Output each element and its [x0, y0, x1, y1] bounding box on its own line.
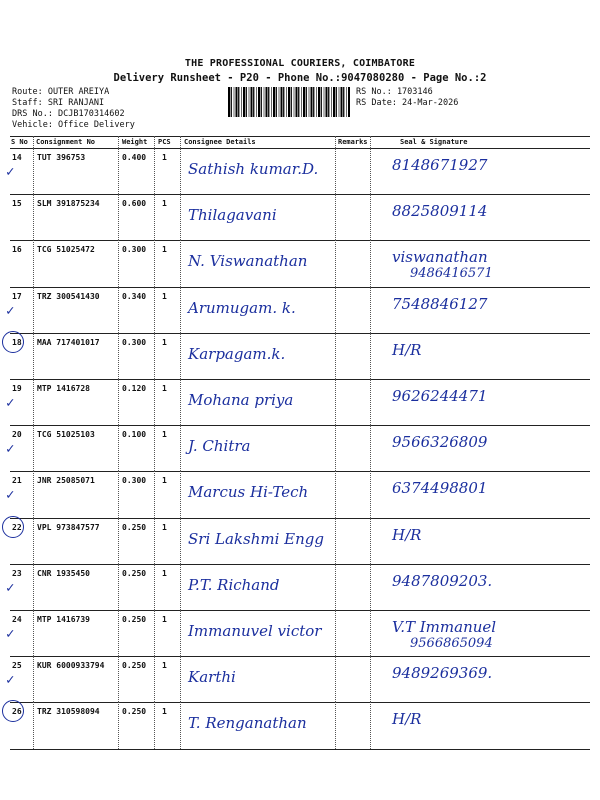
row-weight: 0.250	[122, 522, 147, 532]
barcode-bar	[251, 87, 253, 117]
table-row	[6, 379, 590, 425]
barcode-bar	[331, 87, 332, 117]
row-weight: 0.250	[122, 568, 147, 578]
barcode-bar	[306, 87, 307, 117]
col-consignee: Consignee Details	[184, 138, 256, 146]
circle-mark-icon	[2, 331, 24, 353]
row-pcs: 1	[162, 661, 167, 671]
row-pcs: 1	[162, 615, 167, 624]
row-pcs: 1	[162, 245, 167, 255]
row-consignment: TRZ 300541430	[37, 291, 100, 301]
barcode-bar	[261, 87, 262, 117]
row-sno: 23	[12, 568, 22, 578]
row-sno: 14	[12, 153, 22, 162]
barcode-bar	[273, 87, 275, 117]
staff-label: Staff: SRI RANJANI	[12, 98, 105, 108]
col-seal: Seal & Signature	[400, 138, 468, 146]
col-sno: S No	[11, 138, 28, 146]
circle-mark-icon	[2, 516, 24, 538]
row-sno: 18	[12, 337, 22, 347]
company-title: THE PROFESSIONAL COURIERS, COIMBATORE	[184, 58, 416, 69]
route-label: Route: OUTER AREIYA	[12, 87, 110, 97]
tick-mark-icon: ✓	[6, 672, 15, 689]
barcode-bar	[264, 87, 265, 117]
row-consignee-handwriting: Thilagavani	[188, 206, 277, 225]
row-weight: 0.300	[122, 337, 147, 347]
barcode-bar	[298, 87, 299, 117]
row-weight: 0.120	[122, 384, 147, 393]
row-weight: 0.250	[122, 661, 147, 671]
table-row	[10, 702, 590, 748]
table-row	[10, 333, 590, 379]
row-sno: 25	[12, 661, 22, 671]
barcode-bar	[339, 87, 340, 117]
row-signature-phone: 9486416571	[410, 266, 493, 282]
row-consignee-handwriting: J. Chitra	[188, 437, 251, 456]
table-row	[6, 471, 590, 517]
row-weight: 0.100	[122, 430, 147, 440]
barcode-bar	[288, 87, 290, 117]
row-signature: viswanathan	[392, 248, 488, 267]
table-row	[6, 564, 590, 610]
row-signature: 9487809203.	[392, 571, 493, 590]
row-weight: 0.400	[122, 153, 147, 162]
table-row	[10, 194, 590, 240]
col-consignment: Consignment No	[36, 138, 96, 146]
barcode-bar	[313, 87, 314, 117]
row-sno: 17	[12, 291, 22, 301]
table-row	[10, 240, 590, 286]
meta-right	[356, 87, 458, 109]
row-weight: 0.600	[122, 199, 147, 209]
row-pcs: 1	[162, 199, 167, 209]
barcode-bar	[268, 87, 269, 117]
row-consignment: MTP 1416739	[37, 615, 90, 624]
row-sno: 20	[12, 430, 22, 440]
row-sno: 15	[12, 199, 22, 209]
barcode-bar	[256, 87, 257, 117]
barcode-bar	[303, 87, 305, 117]
row-pcs: 1	[162, 291, 167, 301]
row-consignee-handwriting: Sri Lakshmi Engg	[188, 529, 324, 548]
runsheet-title: Delivery Runsheet - P20 - Phone No.:9047080280 - Page No.:2	[113, 72, 487, 84]
row-pcs: 1	[162, 153, 167, 162]
row-signature: H/R	[392, 340, 422, 359]
row-signature: 9489269369.	[392, 664, 493, 683]
row-pcs: 1	[162, 430, 167, 440]
barcode-bar	[249, 87, 250, 117]
table-row	[6, 610, 590, 656]
rs-no-label: RS No.: 1703146	[356, 87, 433, 97]
row-signature: H/R	[392, 710, 422, 729]
row-signature: V.T Immanuel	[392, 618, 497, 636]
table-row	[10, 518, 590, 564]
row-sno: 24	[12, 615, 22, 624]
barcode-bar	[321, 87, 322, 117]
tick-mark-icon: ✓	[6, 302, 15, 319]
barcode-bar	[253, 87, 254, 117]
tick-mark-icon: ✓	[6, 395, 15, 411]
row-consignee-handwriting: Karthi	[188, 668, 236, 687]
barcode-bar	[333, 87, 335, 117]
barcode-bar	[328, 87, 329, 117]
row-consignment: MTP 1416728	[37, 384, 90, 393]
row-signature: 9566326809	[392, 433, 488, 452]
barcode-bar	[316, 87, 317, 117]
col-remarks: Remarks	[338, 138, 368, 146]
tick-mark-icon: ✓	[6, 579, 15, 596]
row-consignee-handwriting: N. Viswanathan	[188, 252, 308, 271]
row-consignment: CNR 1935450	[37, 568, 90, 578]
row-consignee-handwriting: Arumugam. k.	[188, 298, 296, 317]
row-consignment: SLM 391875234	[37, 199, 100, 209]
barcode-bar	[276, 87, 277, 117]
barcode-bar	[309, 87, 310, 117]
tick-mark-icon: ✓	[6, 487, 15, 504]
row-pcs: 1	[162, 384, 167, 393]
row-weight: 0.340	[122, 291, 147, 301]
barcode-bar	[326, 87, 328, 117]
row-consignment: TUT 396753	[37, 153, 86, 162]
row-weight: 0.300	[122, 476, 147, 486]
row-consignment: JNR 25085071	[37, 476, 95, 486]
row-pcs: 1	[162, 337, 167, 347]
barcode-bar	[296, 87, 298, 117]
row-pcs: 1	[162, 522, 167, 532]
barcode-bar	[241, 87, 242, 117]
circle-mark-icon	[2, 700, 24, 722]
col-weight: Weight	[122, 138, 148, 146]
barcode-bar	[283, 87, 284, 117]
table-row	[6, 287, 590, 333]
barcode-bar	[238, 87, 239, 117]
row-consignee-handwriting: P.T. Richand	[188, 575, 280, 594]
row-signature: 7548846127	[392, 294, 488, 313]
barcode-bar	[301, 87, 302, 117]
barcode-bar	[271, 87, 272, 117]
barcode-bar	[258, 87, 260, 117]
barcode-bar	[246, 87, 247, 117]
barcode-bar	[346, 87, 347, 117]
barcode-bar	[279, 87, 280, 117]
table-row	[6, 425, 590, 471]
barcode-bar	[234, 87, 235, 117]
row-consignee-handwriting: Mohana priya	[188, 391, 294, 409]
row-weight: 0.300	[122, 245, 147, 255]
barcode-bar	[228, 87, 230, 117]
tick-mark-icon: ✓	[6, 441, 15, 458]
barcode-bar	[318, 87, 320, 117]
tick-mark-icon: ✓	[6, 164, 15, 180]
barcode-bar	[311, 87, 313, 117]
barcode-bar	[236, 87, 238, 117]
row-pcs: 1	[162, 476, 167, 486]
row-signature: 8148671927	[392, 156, 488, 174]
row-signature: H/R	[392, 525, 422, 544]
rs-date-label: RS Date: 24-Mar-2026	[356, 98, 459, 108]
col-pcs: PCS	[158, 138, 171, 146]
row-sno: 22	[12, 522, 22, 532]
row-signature-phone: 9566865094	[410, 636, 493, 651]
drs-label: DRS No.: DCJB170314602	[12, 109, 125, 119]
barcode-bar	[336, 87, 337, 117]
barcode-bar	[341, 87, 343, 117]
row-pcs: 1	[162, 707, 167, 717]
row-weight: 0.250	[122, 707, 147, 717]
row-consignment: TRZ 310598094	[37, 707, 100, 717]
row-consignee-handwriting: T. Renganathan	[188, 714, 307, 733]
row-sno: 21	[12, 476, 22, 486]
row-consignment: VPL 973847577	[37, 522, 100, 532]
barcode-bar	[291, 87, 292, 117]
row-consignment: TCG 51025103	[37, 430, 95, 440]
barcode-bar	[281, 87, 283, 117]
barcode-bar	[286, 87, 287, 117]
barcode-bar	[266, 87, 268, 117]
meta-left	[12, 87, 135, 131]
table-row	[6, 656, 590, 702]
barcode-bar	[343, 87, 344, 117]
row-weight: 0.250	[122, 615, 147, 624]
row-signature: 8825809114	[392, 202, 488, 221]
row-sno: 19	[12, 384, 22, 393]
row-consignee-handwriting: Marcus Hi-Tech	[188, 483, 309, 502]
row-consignment: TCG 51025472	[37, 245, 95, 255]
barcode-bar	[231, 87, 232, 117]
row-sno: 26	[12, 707, 22, 717]
barcode	[228, 87, 350, 117]
row-consignee-handwriting: Immanuvel victor	[188, 622, 322, 640]
barcode-bar	[324, 87, 325, 117]
barcode-bar	[348, 87, 350, 117]
row-sno: 16	[12, 245, 22, 255]
tick-mark-icon: ✓	[6, 626, 15, 642]
barcode-bar	[294, 87, 295, 117]
row-pcs: 1	[162, 568, 167, 578]
row-consignee-handwriting: Sathish kumar.D.	[188, 160, 319, 178]
row-consignee-handwriting: Karpagam.k.	[188, 344, 286, 363]
table-row	[6, 148, 590, 194]
row-consignment: KUR 6000933794	[37, 661, 105, 671]
row-signature: 6374498801	[392, 479, 488, 498]
row-signature: 9626244471	[392, 387, 488, 405]
barcode-bar	[243, 87, 245, 117]
row-consignment: MAA 717401017	[37, 337, 100, 347]
vehicle-label: Vehicle: Office Delivery	[12, 120, 135, 130]
